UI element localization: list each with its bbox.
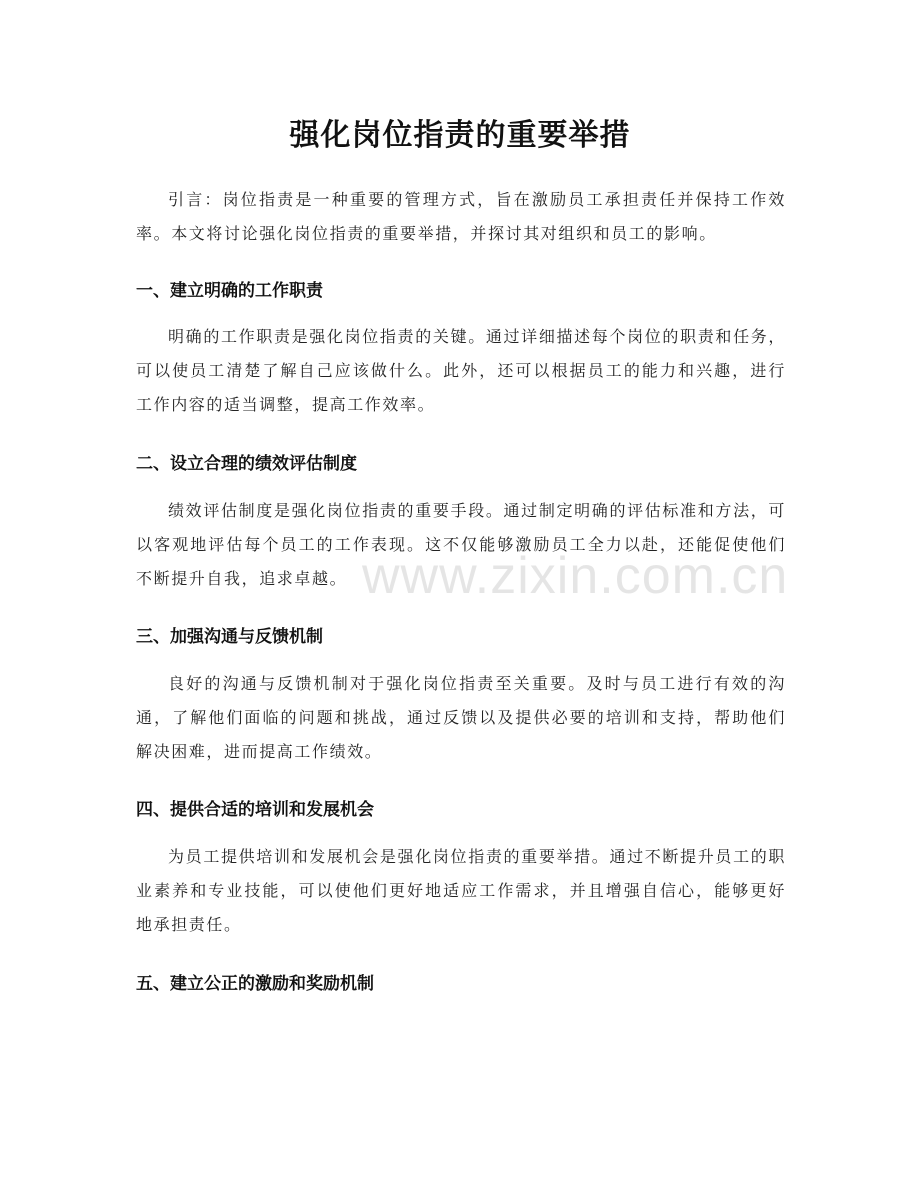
intro-paragraph: 引言：岗位指责是一种重要的管理方式，旨在激励员工承担责任并保持工作效率。本文将讨论强化岗位指责的重要举措，并探讨其对组织和员工的影响。: [136, 190, 786, 243]
document-title: 强化岗位指责的重要举措: [289, 118, 631, 153]
section-5-heading: 五、建立公正的激励和奖励机制: [136, 974, 374, 994]
section-4-heading: 四、提供合适的培训和发展机会: [136, 800, 374, 820]
section-4-body: 为员工提供培训和发展机会是强化岗位指责的重要举措。通过不断提升员工的职业素养和专业技能，可以使他们更好地适应工作需求，并且增强自信心，能够更好地承担责任。: [136, 847, 786, 934]
section-3-heading: 三、加强沟通与反馈机制: [136, 627, 323, 647]
section-1-heading: 一、建立明确的工作职责: [136, 281, 323, 301]
section-2-heading: 二、设立合理的绩效评估制度: [136, 454, 357, 474]
section-2-body: 绩效评估制度是强化岗位指责的重要手段。通过制定明确的评估标准和方法，可以客观地评估每个员工的工作表现。这不仅能够激励员工全力以赴，还能促使他们不断提升自我，追求卓越。: [136, 501, 786, 588]
watermark: www.zixin.com.cn: [362, 547, 789, 605]
section-1-body: 明确的工作职责是强化岗位指责的关键。通过详细描述每个岗位的职责和任务，可以使员工清楚了解自己应该做什么。此外，还可以根据员工的能力和兴趣，进行工作内容的适当调整，提高工作效率。: [136, 327, 786, 414]
section-3-body: 良好的沟通与反馈机制对于强化岗位指责至关重要。及时与员工进行有效的沟通，了解他们面临的问题和挑战，通过反馈以及提供必要的培训和支持，帮助他们解决困难，进而提高工作绩效。: [136, 674, 786, 761]
